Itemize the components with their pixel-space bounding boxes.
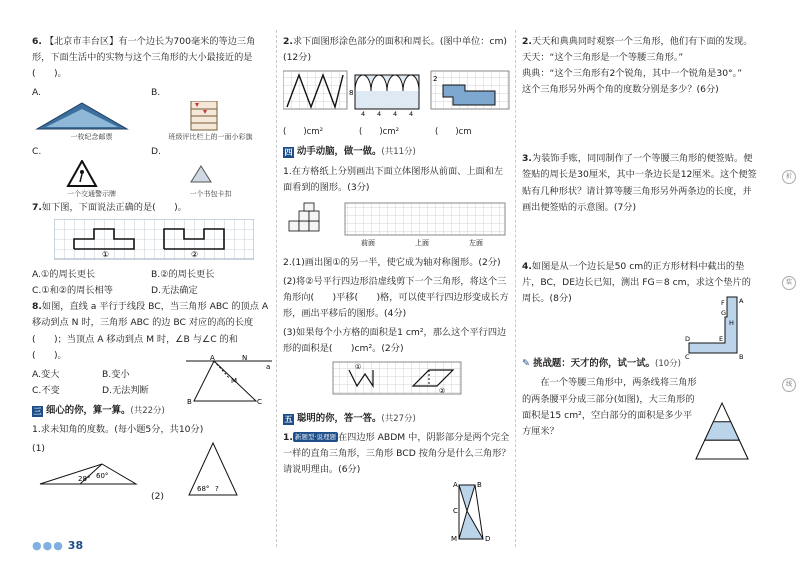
dim-2: 2 — [433, 75, 438, 84]
q8-label-c: C — [257, 397, 262, 405]
stamp-triangle-image — [32, 101, 132, 131]
svg-text:B: B — [739, 352, 744, 361]
gasket-figure — [685, 295, 755, 361]
fig-label-1: ① — [102, 250, 110, 260]
svg-text:D: D — [685, 334, 691, 343]
q8-triangle-figure — [184, 355, 274, 405]
binding-mark: 装 — [782, 276, 796, 290]
svg-text:?: ? — [214, 485, 219, 494]
c3-question-4: 4.如图是从一个边长是50 cm的正方形材料中截出的垫片，BC，DE边长已知，测出 FG＝8 cm，求这个垫片的周长。(8分) F G A B C D E H — [522, 259, 757, 307]
question-7: 7.如下图，下面说法正确的是( )。 — [32, 201, 187, 213]
q7-option-a[interactable]: A.①的周长更长 — [32, 269, 96, 281]
svg-text:C: C — [685, 352, 690, 361]
section-5-header: 五 聪明的你，答一答。(共27分) — [283, 411, 511, 427]
c3-question-3: 3.为装饰手账，同同制作了一个等腰三角形的便签贴。便签贴的周长是30厘米，其中一条边长是12厘米。这个便签贴有几种形状？请计算等腰三角形另外两条边的长度，并画出便签贴的示意图。(7分) — [522, 153, 757, 213]
q8-options-row1 — [32, 367, 172, 383]
s3-question-1: 1.求未知角的度数。(每小题5分，共10分) — [32, 424, 204, 436]
q8-option-c[interactable]: C.不变 — [32, 384, 60, 396]
angle-60: 60° — [96, 471, 109, 480]
angle-figure-1 — [32, 458, 142, 488]
q8-label-m: M — [231, 376, 238, 385]
s5-question-1: 1. 新题型·说理题 在四边形 ABDM 中，阴影部分是两个完全一样的直角三角形，三角形 BCD 按角分是什么三角形？请说明理由。(6分) — [283, 432, 511, 476]
q6-options-row2 — [32, 144, 270, 200]
quad-label-c: C — [453, 507, 458, 516]
q7-options-row2 — [32, 283, 270, 299]
pen-icon: ✎ — [522, 358, 530, 370]
view-top-label: 上面 — [415, 238, 429, 247]
question-8: 8.如图，直线 a 平行于线段 BC，当三角形 ABC 的顶点 A 移动到点 N 时，三角形 ABC 的边 BC 对应的高的长度( )；当顶点 A 移动到点 M 时，∠B 与∠C 的和( )。 A.变大 B.变小 C.不变 D.无法判断 A N M B C a — [32, 299, 270, 399]
dots-decoration: ●●● — [32, 538, 64, 552]
view-front-label: 前面 — [361, 238, 375, 247]
s4-question-2-1: 2.(1)画出图①的另一半，使它成为轴对称图形。(2分) — [283, 256, 501, 268]
svg-text:4: 4 — [377, 110, 382, 119]
question-6: 6. 【北京市丰台区】有一个边长为700毫米的等边三角形，下面生活中的实物与这个三角形的大小最接近的是( )。 — [32, 36, 256, 80]
q8-options-row2 — [32, 383, 172, 399]
quad-label-a: A — [453, 481, 458, 490]
q7-option-c[interactable]: C.①和②的周长相等 — [32, 285, 113, 297]
angle-68: 68° — [196, 485, 210, 494]
warning-sign-image — [32, 160, 132, 188]
answer-blank-1[interactable]: ( )cm² — [283, 127, 323, 138]
c3-question-2: 2.天天和典典同时观察一个三角形，他们有下面的发现。 天天：“这个三角形是一个等腰三角形。” 典典：“这个三角形有2个锐角，其中一个锐角是30°。” 这个三角形另外两个角的度数分别是多少？(6分) — [522, 36, 753, 96]
q8-option-d[interactable]: D.无法判断 — [102, 384, 149, 396]
fig-label-2: ② — [191, 250, 199, 260]
q7-option-d[interactable]: D.无法确定 — [151, 285, 198, 297]
svg-text:①: ① — [355, 363, 362, 372]
c2-question-2: 2.求下面图形涂色部分的面积和周长。(图中单位：cm)(12分) — [283, 36, 507, 64]
s4-question-2-2: (2)将②号平行四边形沿虚线剪下一个三角形，将这个三角形向( )平移( )格，可以使平行四边形变成长方形，画出平移后的图形。(4分) — [283, 275, 509, 320]
q6-option-d[interactable]: D. 一个书包卡扣 — [151, 144, 270, 200]
quadrilateral-figure — [283, 481, 511, 543]
answer-space — [522, 101, 757, 151]
answer-blank-2[interactable]: ( )cm² — [359, 127, 399, 138]
column-divider — [515, 30, 516, 547]
column-divider — [276, 30, 277, 547]
q8-label-line-a: a — [266, 362, 271, 371]
s3q1-figures: (1) 28° 60° (2) 68° ? — [32, 441, 270, 505]
svg-text:4: 4 — [361, 110, 366, 119]
q6-options-row1 — [32, 85, 270, 143]
column-right — [522, 34, 757, 443]
q7-option-b[interactable]: B.②的周长更长 — [151, 269, 215, 281]
svg-text:4: 4 — [409, 110, 414, 119]
section-4-header: 四 动手动脑，做一做。(共11分) — [283, 144, 511, 160]
challenge-question: 在一个等腰三角形中，两条线将三角形的两条腰平分成三部分(如图)，大三角形的面积是15 cm²，空白部分的面积是多少平方厘米？ — [522, 375, 757, 439]
column-left — [32, 34, 270, 506]
binding-mark: 线 — [782, 378, 796, 392]
bag-buckle-image — [151, 160, 251, 188]
q6-option-c[interactable]: C. 一个交通警示牌 — [32, 144, 151, 200]
section-3-header: 三 细心的你，算一算。(共22分) — [32, 403, 270, 419]
c2q2-answers — [283, 125, 511, 140]
svg-text:4: 4 — [393, 110, 398, 119]
q8-option-a[interactable]: A.变大 — [32, 368, 60, 380]
svg-text:②: ② — [439, 387, 446, 396]
q6-option-a[interactable]: A. 一枚纪念邮票 — [32, 85, 151, 143]
page-number: ●●● 38 — [32, 538, 84, 552]
question-type-badge: 新题型·说理题 — [294, 433, 336, 441]
angle-28: 28° — [78, 474, 91, 483]
view-left-label: 左面 — [469, 238, 483, 247]
binding-mark: 折 — [782, 170, 796, 184]
q8-label-a: A — [210, 354, 215, 362]
svg-text:G: G — [721, 308, 727, 317]
angle-figure-2 — [167, 441, 257, 499]
quad-label-m: M — [451, 535, 458, 544]
quad-label-b: B — [477, 481, 482, 490]
s4-question-2-3: (3)如果每个小方格的面积是1 cm²，那么这个平行四边形的面积是( )cm²。(2分) — [283, 327, 507, 355]
q8-label-n: N — [242, 354, 248, 362]
svg-text:A: A — [739, 296, 744, 305]
flag-board-image — [151, 101, 251, 131]
answer-space — [522, 219, 757, 259]
q8-label-b: B — [187, 397, 192, 405]
column-middle — [283, 34, 511, 549]
layered-triangle-figure — [692, 401, 752, 463]
q8-option-b[interactable]: B.变小 — [102, 368, 130, 380]
views-grid-figure — [283, 199, 511, 249]
svg-text:F: F — [721, 298, 725, 307]
shaded-area-figures — [283, 69, 511, 119]
svg-text:H: H — [729, 318, 734, 327]
symmetry-grid-figure — [283, 360, 511, 400]
challenge-header: ✎ 挑战题：天才的你，试一试。(10分) — [522, 356, 757, 372]
q6-option-b[interactable]: B. 班级评比栏上的一面小彩旗 — [151, 87, 253, 142]
s4-question-1: 1.在方格纸上分别画出下面立体图形从前面、上面和左面看到的图形。(3分) — [283, 165, 504, 193]
q7-grid-figure — [54, 219, 254, 261]
quad-label-d: D — [485, 535, 491, 544]
svg-text:E: E — [719, 334, 724, 343]
q7-options-row1 — [32, 267, 270, 283]
dim-8: 8 — [349, 89, 354, 98]
answer-blank-3[interactable]: ( )cm — [435, 127, 472, 138]
